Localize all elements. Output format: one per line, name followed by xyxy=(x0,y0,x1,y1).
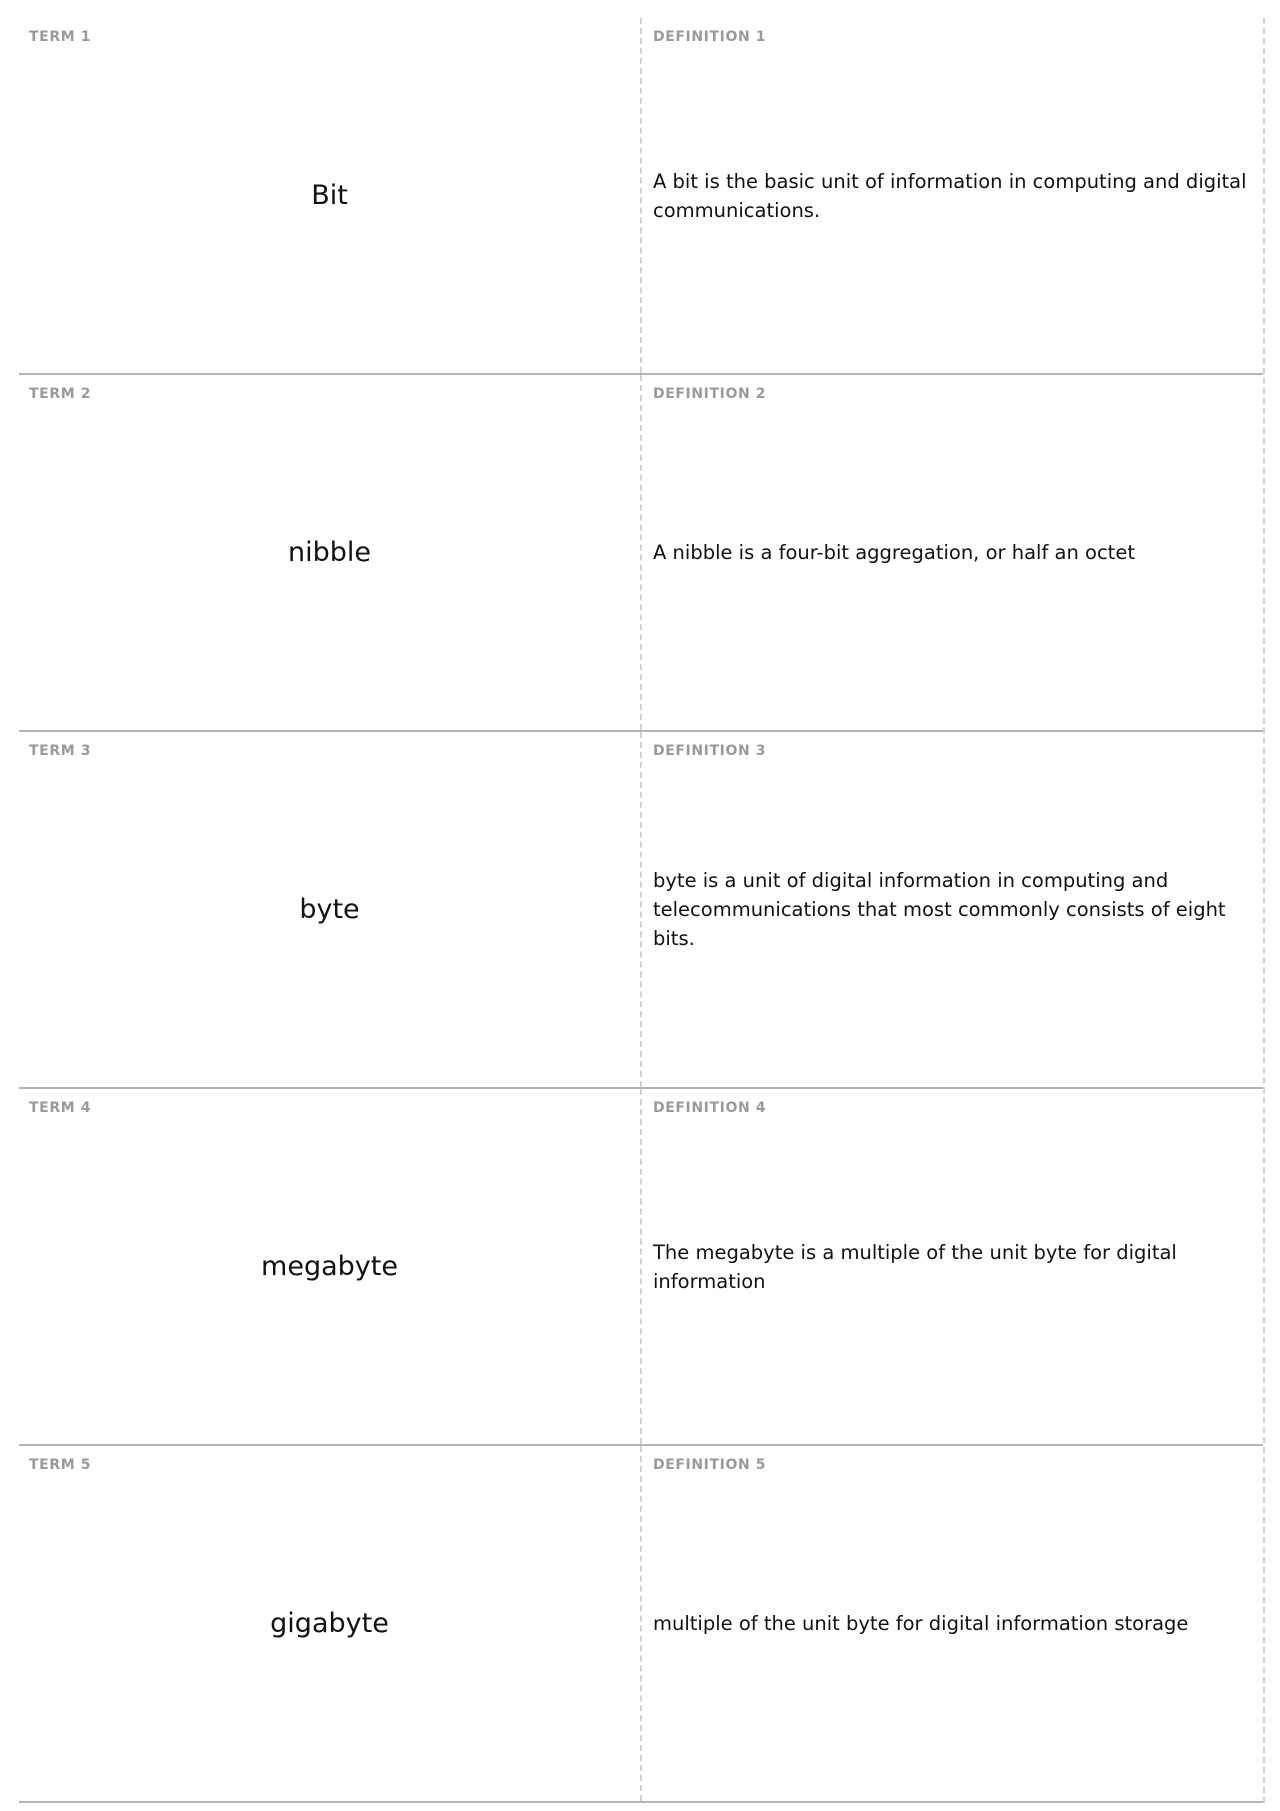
flashcard-sheet xyxy=(19,18,1265,1803)
definition-text: The megabyte is a multiple of the unit byte for digital information xyxy=(653,1240,1177,1293)
definition-label: DEFINITION 5 xyxy=(653,1457,767,1473)
term-text: Bit xyxy=(311,180,348,211)
definition-text: multiple of the unit byte for digital information storage xyxy=(653,1612,1189,1635)
definition-cell xyxy=(642,1089,1263,1444)
flashcard-row xyxy=(19,732,1263,1089)
definition-label: DEFINITION 4 xyxy=(653,1100,767,1116)
flashcard-row xyxy=(19,1446,1263,1803)
term-label: TERM 3 xyxy=(29,743,92,759)
definition-cell xyxy=(642,375,1263,730)
definition-cell xyxy=(642,18,1263,373)
term-label: TERM 4 xyxy=(29,1100,92,1116)
term-cell xyxy=(19,732,642,1087)
term-cell xyxy=(19,1446,642,1801)
term-text: megabyte xyxy=(261,1251,398,1282)
term-text: nibble xyxy=(287,537,371,568)
definition-label: DEFINITION 3 xyxy=(653,743,767,759)
definition-label: DEFINITION 2 xyxy=(653,386,767,402)
definition-cell xyxy=(642,732,1263,1087)
definition-label: DEFINITION 1 xyxy=(653,29,767,45)
flashcard-row xyxy=(19,18,1263,375)
term-text: gigabyte xyxy=(270,1608,389,1639)
term-cell xyxy=(19,18,642,373)
definition-cell xyxy=(642,1446,1263,1801)
flashcard-row xyxy=(19,375,1263,732)
definition-text: A nibble is a four-bit aggregation, or half an octet xyxy=(653,541,1135,564)
term-cell xyxy=(19,1089,642,1444)
term-label: TERM 5 xyxy=(29,1457,92,1473)
flashcard-row xyxy=(19,1089,1263,1446)
term-label: TERM 1 xyxy=(29,29,92,45)
term-text: byte xyxy=(299,894,360,925)
term-label: TERM 2 xyxy=(29,386,92,402)
term-cell xyxy=(19,375,642,730)
definition-text: byte is a unit of digital information in computing and telecommunications that most commonly consists of eight bits. xyxy=(653,869,1226,950)
definition-text: A bit is the basic unit of information in computing and digital communications. xyxy=(653,169,1247,222)
